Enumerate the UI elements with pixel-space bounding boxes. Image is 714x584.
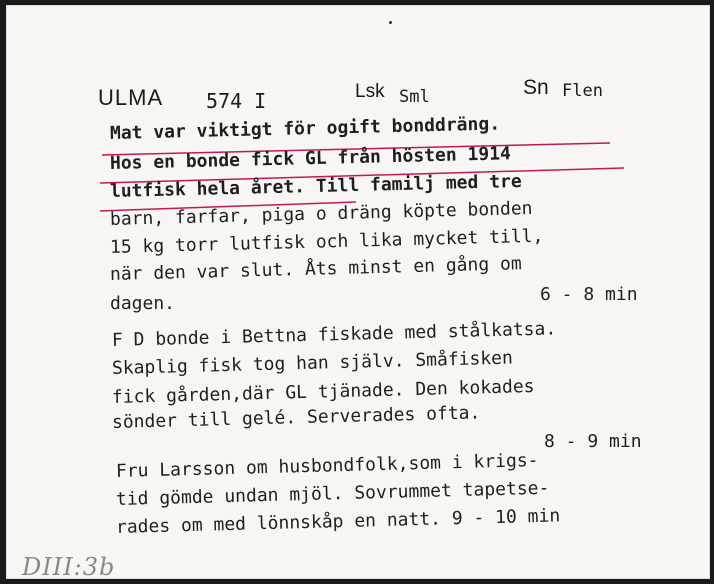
- text-line: Mat var viktigt för ogift bonddräng.: [109, 113, 501, 144]
- text-line: F D bonde i Bettna fiskade med stålkatsa.: [111, 318, 557, 351]
- socken-label: Sn: [523, 76, 549, 99]
- text-line: barn, farfar, piga o dräng köpte bonden: [109, 197, 533, 230]
- time-range: 6 - 8 min: [540, 284, 638, 305]
- index-card: [6, 5, 710, 579]
- landskap-value: Sml: [399, 87, 430, 107]
- text-line: rades om med lönnskåp en natt. 9 - 10 min: [115, 505, 561, 538]
- archive-code: ULMA: [98, 85, 164, 110]
- text-line: 15 kg torr lutfisk och lika mycket till,: [109, 225, 544, 258]
- text-line: sönder till gelé. Serverades ofta.: [111, 402, 481, 433]
- time-range: 8 - 9 min: [544, 431, 642, 452]
- socken-value: Flen: [562, 81, 603, 101]
- text-line: Skaplig fisk tog han själv. Småfisken: [111, 347, 514, 379]
- text-line: dagen.: [110, 293, 176, 314]
- record-number: 574 I: [206, 89, 267, 113]
- text-line: Hos en bonde fick GL från hösten 1914: [109, 143, 512, 174]
- text-line: lutfisk hela året. Till familj med tre: [109, 170, 522, 202]
- text-line: tid gömde undan mjöl. Sovrummet tapetse-: [115, 477, 550, 510]
- landskap-label: Lsk: [355, 81, 385, 102]
- text-line: Fru Larsson om husbondfolk,som i krigs-: [115, 449, 539, 482]
- text-line: fick gården,där GL tjänade. Den kokades: [111, 375, 535, 408]
- handwritten-signature: DIII:3b: [22, 553, 116, 581]
- text-line: när den var slut. Åts minst en gång om: [109, 253, 522, 285]
